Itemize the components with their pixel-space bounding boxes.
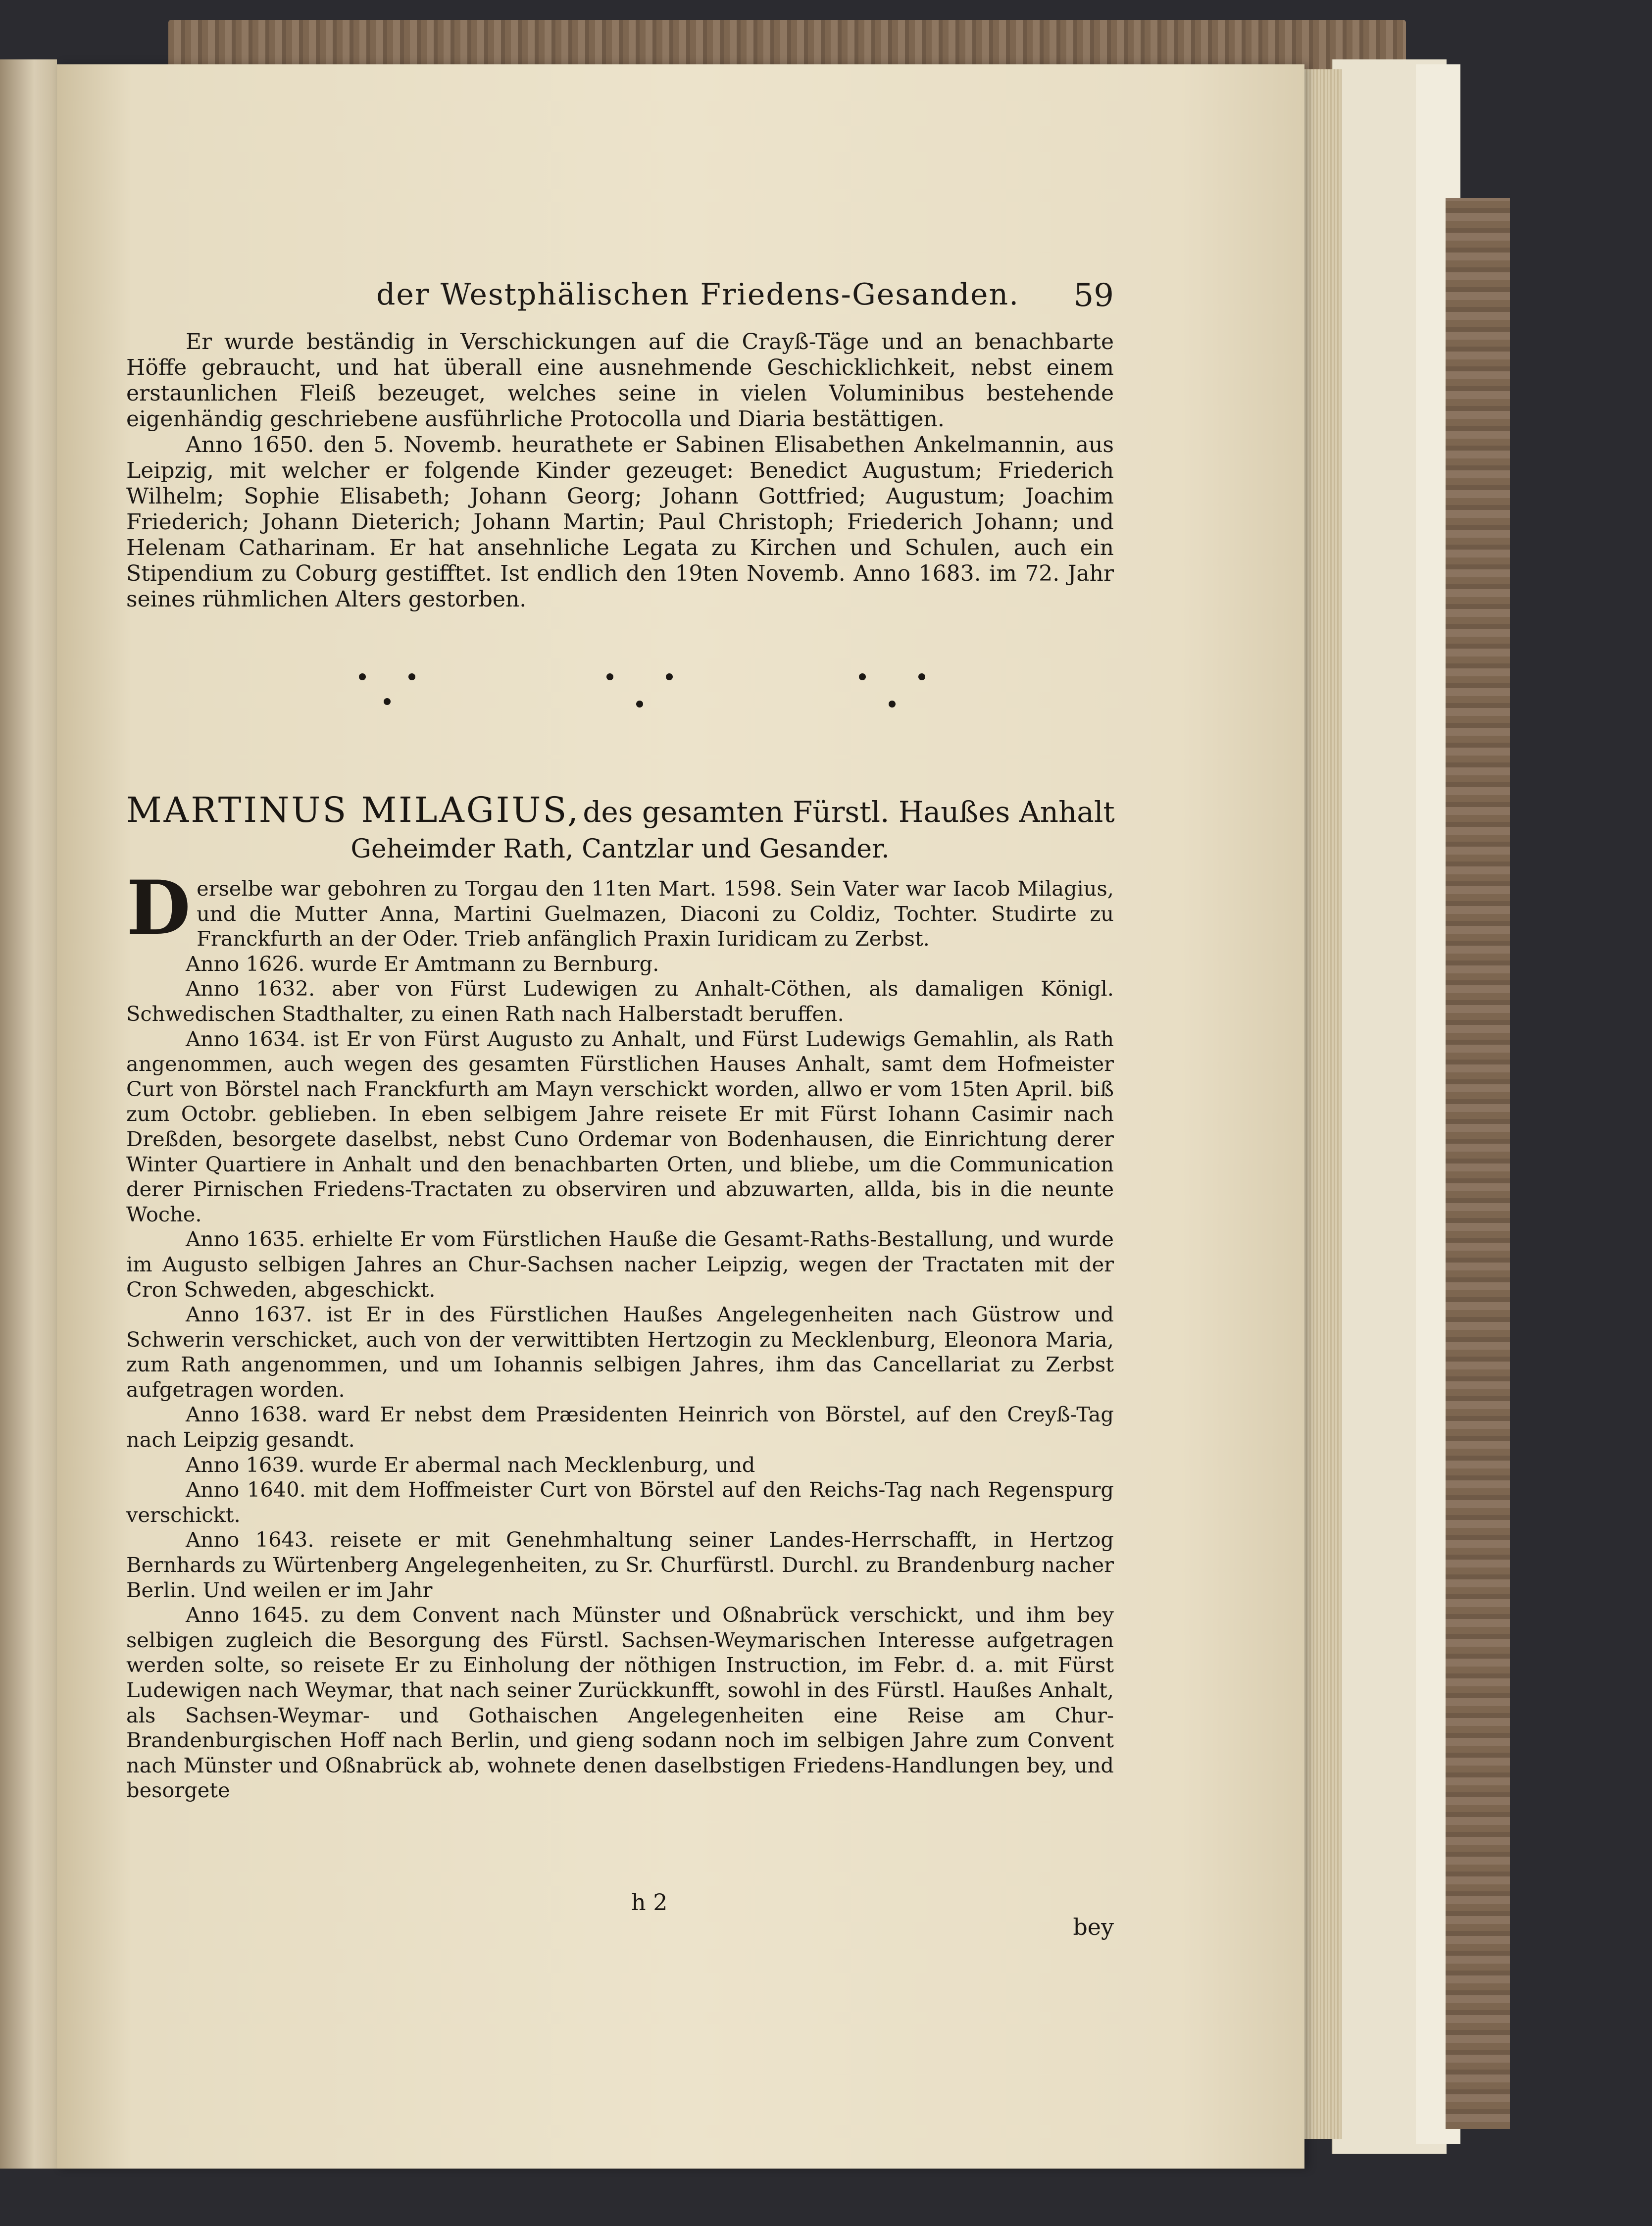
running-head: der Westphälischen Friedens-Gesanden. [376, 277, 1020, 312]
page-footer [126, 1889, 1114, 1948]
paragraph: Anno 1634. ist Er von Fürst Augusto zu Anhalt, und Fürst Ludewigs Gemahlin, als Rath angenommen, auch wegen des gesamten Fürstlichen Hauses Anhalt, samt dem Hofmeister Curt von Börstel nach Franckfurth am Mayn verschickt worden, allwo er vom 15ten April. biß zum Octobr. geblieben. In eben selbigem Jahre reisete Er mit Fürst Iohann Casimir nach Dreßden, besorgete daselbst, nebst Cuno Ordemar von Bodenhausen, die Einrichtung derer Winter Quartiere in Anhalt und den benachbarten Orten, und bliebe, um die Communication derer Pirnischen Friedens-Tractaten zu observiren und abzuwarten, allda, bis in die neunte Woche. [126, 1026, 1114, 1226]
book-cover-edge-right [1446, 198, 1510, 2129]
paragraph: Anno 1637. ist Er in des Fürstlichen Haußes Angelegenheiten nach Güstrow und Schwerin verschicket, auch von der verwittibten Hertzogin zu Mecklenburg, Eleonora Maria, zum Rath angenommen, und um Iohannis selbigen Jahres, ihm das Cancellariat zu Zerbst aufgetragen worden. [126, 1302, 1114, 1402]
paragraph: Anno 1650. den 5. Novemb. heurathete er Sabinen Elisabethen Ankelmannin, aus Leipzig, mit welcher er folgende Kinder gezeuget: Benedict Augustum; Friederich Wilhelm; Sophie Elisabeth; Johann Georg; Johann Gottfried; Augustum; Joachim Friederich; Johann Dieterich; Johann Martin; Paul Christoph; Friederich Johann; und Helenam Catharinam. Er hat ansehnliche Legata zu Kirchen und Schulen, auch ein Stipendium zu Coburg gestifftet. Ist endlich den 19ten Novemb. Anno 1683. im 72. Jahr seines rühmlichen Alters gestorben. [126, 432, 1114, 612]
paragraph: Anno 1632. aber von Fürst Ludewigen zu Anhalt-Cöthen, als damaligen Königl. Schwedischen Stadthalter, zu einen Rath nach Halberstadt beruffen. [126, 976, 1114, 1026]
catchword: bey [1073, 1914, 1114, 1940]
top-text-block [126, 329, 1114, 612]
page-header [119, 277, 1114, 322]
paragraph: Er wurde beständig in Verschickungen auf die Crayß-Täge und an benachbarte Höffe gebraucht, und hat überall eine ausnehmende Geschicklichkeit, nebst einem erstaunlichen Fleiß bezeuget, welches seine in vielen Voluminibus bestehende eigenhändig geschriebene ausführliche Protocolla und Diaria bestättigen. [126, 329, 1114, 432]
facing-page-edge [0, 59, 57, 2169]
section-heading [126, 790, 1114, 864]
paragraph-first-text: erselbe war gebohren zu Torgau den 11ten Mart. 1598. Sein Vater war Iacob Milagius, und die Mutter Anna, Martini Guelmazen, Diaconi zu Coldiz, Tochter. Studirte zu Franckfurth an der Oder. Trieb anfänglich Praxin Iuridicam zu Zerbst. [197, 876, 1114, 951]
page-number: 59 [1073, 277, 1114, 314]
section-heading-name: MARTINUS MILAGIUS, [126, 790, 581, 830]
drop-cap: D [126, 864, 191, 952]
signature-mark: h 2 [631, 1889, 668, 1916]
paragraph: Anno 1643. reisete er mit Genehmhaltung seiner Landes-Herrschafft, in Hertzog Bernhards zu Würtenberg Angelegenheiten, zu Sr. Churfürstl. Durchl. zu Brandenburg nacher Berlin. Und weilen er im Jahr [126, 1527, 1114, 1602]
section-heading-role: des gesamten Fürstl. Haußes Anhalt [583, 795, 1115, 829]
paragraph: Anno 1639. wurde Er abermal nach Mecklenburg, und [186, 1452, 755, 1477]
paragraph: Anno 1635. erhielte Er vom Fürstlichen Hauße die Gesamt-Raths-Bestallung, und wurde im Augusto selbigen Jahres an Chur-Sachsen nacher Leipzig, wegen der Tractaten mit der Cron Schweden, abgeschickt. [126, 1227, 1114, 1302]
section-subtitle: Geheimder Rath, Cantzlar und Gesander. [350, 834, 890, 864]
paragraph: Anno 1626. wurde Er Amtmann zu Bernburg. [186, 951, 659, 976]
dot-ornament-separator [126, 663, 1114, 728]
paragraph-first [126, 864, 1114, 952]
paragraph: Anno 1638. ward Er nebst dem Præsidenten Heinrich von Börstel, auf den Creyß-Tag nach Leipzig gesandt. [126, 1402, 1114, 1452]
paragraph: Anno 1640. mit dem Hoffmeister Curt von Börstel auf den Reichs-Tag nach Regenspurg verschickt. [126, 1477, 1114, 1527]
main-text-block [126, 864, 1114, 1803]
paragraph: Anno 1645. zu dem Convent nach Münster und Oßnabrück verschickt, und ihm bey selbigen zugleich die Besorgung des Fürstl. Sachsen-Weymarischen Interesse aufgetragen werden solte, so reisete Er zu Einholung der nöthigen Instruction, im Febr. d. a. mit Fürst Ludewigen nach Weymar, that nach seiner Zurückkunfft, sowohl in des Fürstl. Haußes Anhalt, als Sachsen-Weymar- und Gothaischen Angelegenheiten eine Reise am Chur-Brandenburgischen Hoff nach Berlin, und gieng sodann noch im selbigen Jahre zum Convent nach Münster und Oßnabrück ab, wohnete denen daselbstigen Friedens-Handlungen bey, und besorgete [126, 1603, 1114, 1803]
